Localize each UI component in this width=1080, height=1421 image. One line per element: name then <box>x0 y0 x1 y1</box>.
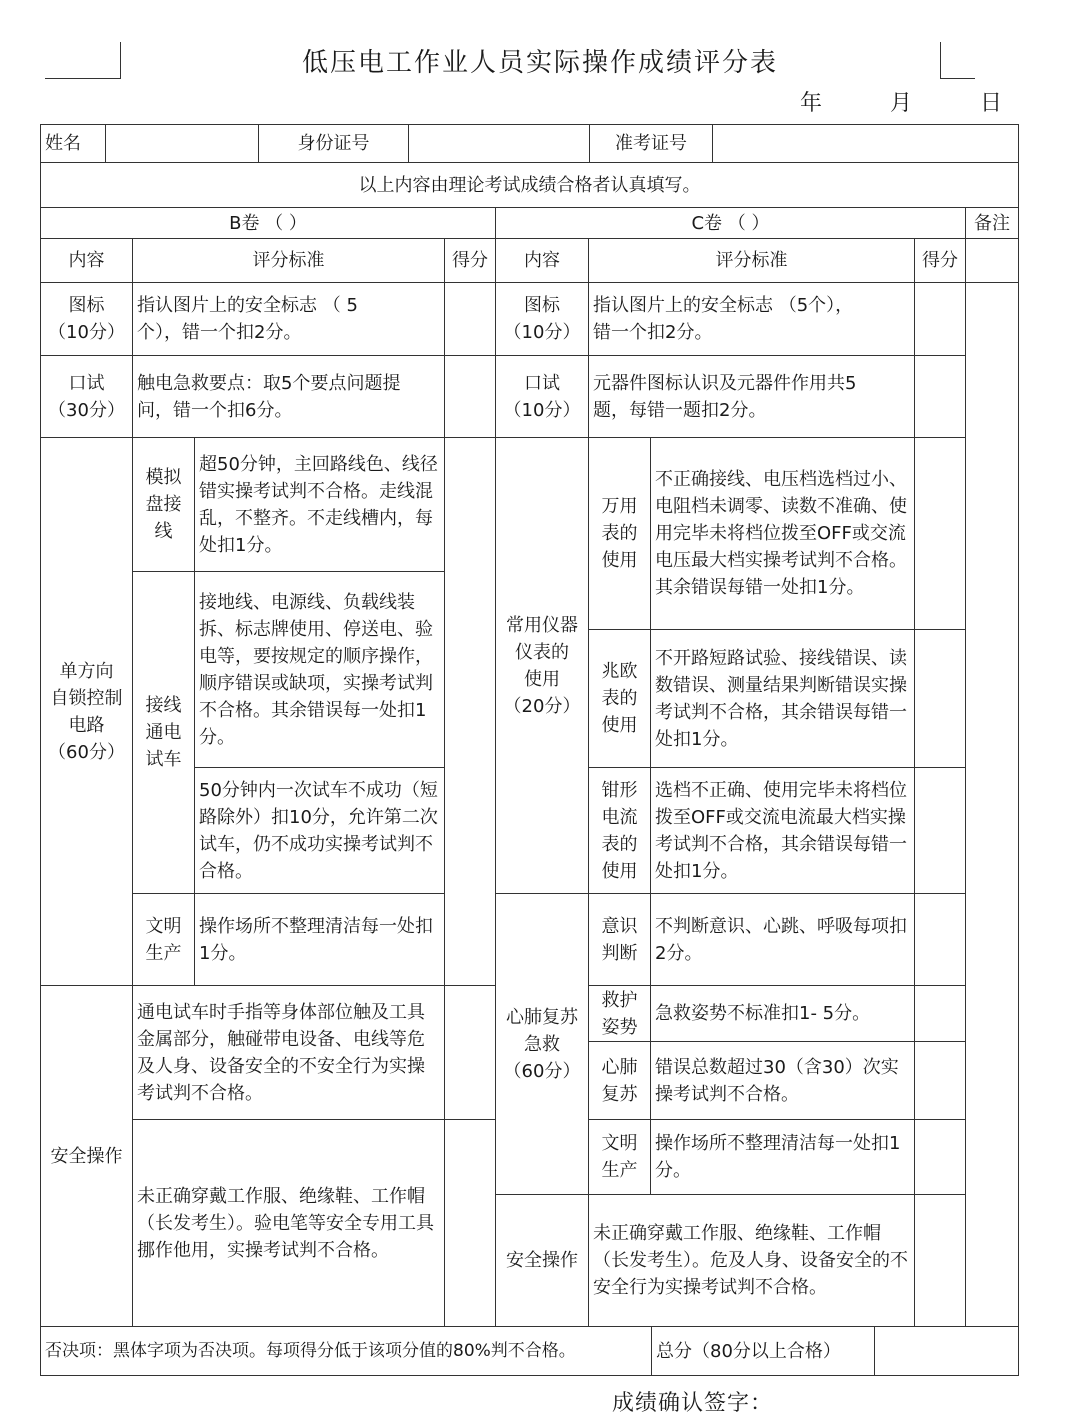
date-month: 月 <box>890 91 913 116</box>
b-oral-score[interactable] <box>444 355 496 438</box>
b-power-rule-1: 接地线、电源线、负载线装拆、标志牌使用、停送电、验电等，要按规定的顺序操作，顺序错误或缺项，实操考试判不合格。其余错误每一处扣1分。 <box>194 571 445 768</box>
b-circuit-score[interactable] <box>444 437 496 986</box>
b-power-sub: 接线 通电 试车 <box>132 571 195 894</box>
c-clamp-score[interactable] <box>914 767 966 894</box>
c-civil-sub: 文明 生产 <box>588 1119 651 1195</box>
c-multimeter-sub: 万用 表的 使用 <box>588 437 651 630</box>
b-safety-score-2[interactable] <box>444 1119 496 1327</box>
signature-label: 成绩确认签字： <box>612 1391 774 1416</box>
c-criteria-header: 评分标准 <box>588 238 915 283</box>
c-posture-score[interactable] <box>914 985 966 1042</box>
c-cpr-rule: 错误总数超过30（含30）次实操考试判不合格。 <box>650 1041 915 1120</box>
remark-header-blank <box>965 238 1019 283</box>
id-field[interactable] <box>408 124 590 163</box>
c-megger-rule: 不开路短路试验、接线错误、读数错误、测量结果判断错误实操考试判不合格，其余错误每错一处扣1分。 <box>650 629 915 768</box>
c-meter-item: 常用仪器 仪表的 使用 （20分） <box>495 437 589 894</box>
b-content-header: 内容 <box>40 238 133 283</box>
b-icon-rule: 指认图片上的安全标志 （ 5 个），错一个扣2分。 <box>132 282 445 356</box>
b-safety-item: 安全操作 <box>40 985 133 1327</box>
c-safety-rule: 未正确穿戴工作服、绝缘鞋、工作帽（长发考生）。危及人身、设备安全的不安全行为实操考试判不合格。 <box>588 1194 915 1327</box>
c-posture-rule: 急救姿势不标准扣1- 5分。 <box>650 985 915 1042</box>
remark-header: 备注 <box>965 207 1019 239</box>
c-oral-rule: 元器件图标认识及元器件作用共5 题，每错一题扣2分。 <box>588 355 915 438</box>
c-multimeter-score[interactable] <box>914 437 966 630</box>
exam-no-field[interactable] <box>712 124 1019 163</box>
exam-no-label: 准考证号 <box>589 124 713 163</box>
c-civil-score[interactable] <box>914 1119 966 1195</box>
c-oral-item: 口试 （10分） <box>495 355 589 438</box>
b-icon-score[interactable] <box>444 282 496 356</box>
c-cpr-item: 心肺复苏 急救 （60分） <box>495 893 589 1195</box>
b-oral-rule: 触电急救要点：取5个要点问题提 问，错一个扣6分。 <box>132 355 445 438</box>
c-safety-item: 安全操作 <box>495 1194 589 1327</box>
b-power-rule-2: 50分钟内一次试车不成功（短路除外）扣10分，允许第二次试车，仍不成功实操考试判不合格。 <box>194 767 445 894</box>
id-label: 身份证号 <box>258 124 409 163</box>
c-icon-score[interactable] <box>914 282 966 356</box>
b-criteria-header: 评分标准 <box>132 238 445 283</box>
date-year: 年 <box>800 91 823 116</box>
c-aware-sub: 意识 判断 <box>588 893 651 986</box>
c-cpr-score[interactable] <box>914 1041 966 1120</box>
b-civil-rule: 操作场所不整理清洁每一处扣1分。 <box>194 893 445 986</box>
c-posture-sub: 救护 姿势 <box>588 985 651 1042</box>
c-safety-score[interactable] <box>914 1194 966 1327</box>
name-field[interactable] <box>105 124 259 163</box>
c-content-header: 内容 <box>495 238 589 283</box>
total-label: 总分（80分以上合格） <box>651 1326 875 1376</box>
date-day: 日 <box>980 91 1003 116</box>
c-megger-score[interactable] <box>914 629 966 768</box>
c-multimeter-rule: 不正确接线、电压档选档过小、电阻档未调零、读数不准确、使用完毕未将档位拨至OFF或交流电压最大档实操考试判不合格。其余错误每错一处扣1分。 <box>650 437 915 630</box>
c-aware-rule: 不判断意识、心跳、呼吸每项扣2分。 <box>650 893 915 986</box>
c-megger-sub: 兆欧 表的 使用 <box>588 629 651 768</box>
c-paper-header: C卷 （ ） <box>495 207 966 239</box>
b-paper-header: B卷 （ ） <box>40 207 496 239</box>
c-clamp-rule: 选档不正确、使用完毕未将档位拨至OFF或交流电流最大档实操考试判不合格，其余错误每错一处扣1分。 <box>650 767 915 894</box>
b-score-header: 得分 <box>444 238 496 283</box>
c-score-header: 得分 <box>914 238 966 283</box>
page-title: 低压电工作业人员实际操作成绩评分表 <box>301 48 778 78</box>
c-clamp-sub: 钳形 电流 表的 使用 <box>588 767 651 894</box>
fill-notice: 以上内容由理论考试成绩合格者认真填写。 <box>40 162 1019 208</box>
b-wiring-sub: 模拟 盘接 线 <box>132 437 195 572</box>
c-icon-rule: 指认图片上的安全标志 （5个）， 错一个扣2分。 <box>588 282 915 356</box>
name-label: 姓名 <box>40 124 106 163</box>
b-civil-sub: 文明 生产 <box>132 893 195 986</box>
b-wiring-rule: 超50分钟，主回路线色、线径错实操考试判不合格。走线混乱，不整齐。不走线槽内，每处扣1分。 <box>194 437 445 572</box>
c-cpr-sub: 心肺 复苏 <box>588 1041 651 1120</box>
b-safety-score-1[interactable] <box>444 985 496 1120</box>
c-oral-score[interactable] <box>914 355 966 438</box>
c-icon-item: 图标 （10分） <box>495 282 589 356</box>
remark-column[interactable] <box>965 282 1019 1327</box>
b-safety-rule-1: 通电试车时手指等身体部位触及工具金属部分，触碰带电设备、电线等危及人身、设备安全的不安全行为实操考试判不合格。 <box>132 985 445 1120</box>
c-aware-score[interactable] <box>914 893 966 986</box>
veto-note: 否决项：黑体字项为否决项。每项得分低于该项分值的80%判不合格。 <box>40 1326 652 1376</box>
c-civil-rule: 操作场所不整理清洁每一处扣1分。 <box>650 1119 915 1195</box>
b-oral-item: 口试 （30分） <box>40 355 133 438</box>
b-safety-rule-2: 未正确穿戴工作服、绝缘鞋、工作帽（长发考生）。验电笔等安全专用工具挪作他用，实操考试判不合格。 <box>132 1119 445 1327</box>
b-icon-item: 图标 （10分） <box>40 282 133 356</box>
b-circuit-item: 单方向 自锁控制 电路 （60分） <box>40 437 133 986</box>
total-score-field[interactable] <box>874 1326 1019 1376</box>
